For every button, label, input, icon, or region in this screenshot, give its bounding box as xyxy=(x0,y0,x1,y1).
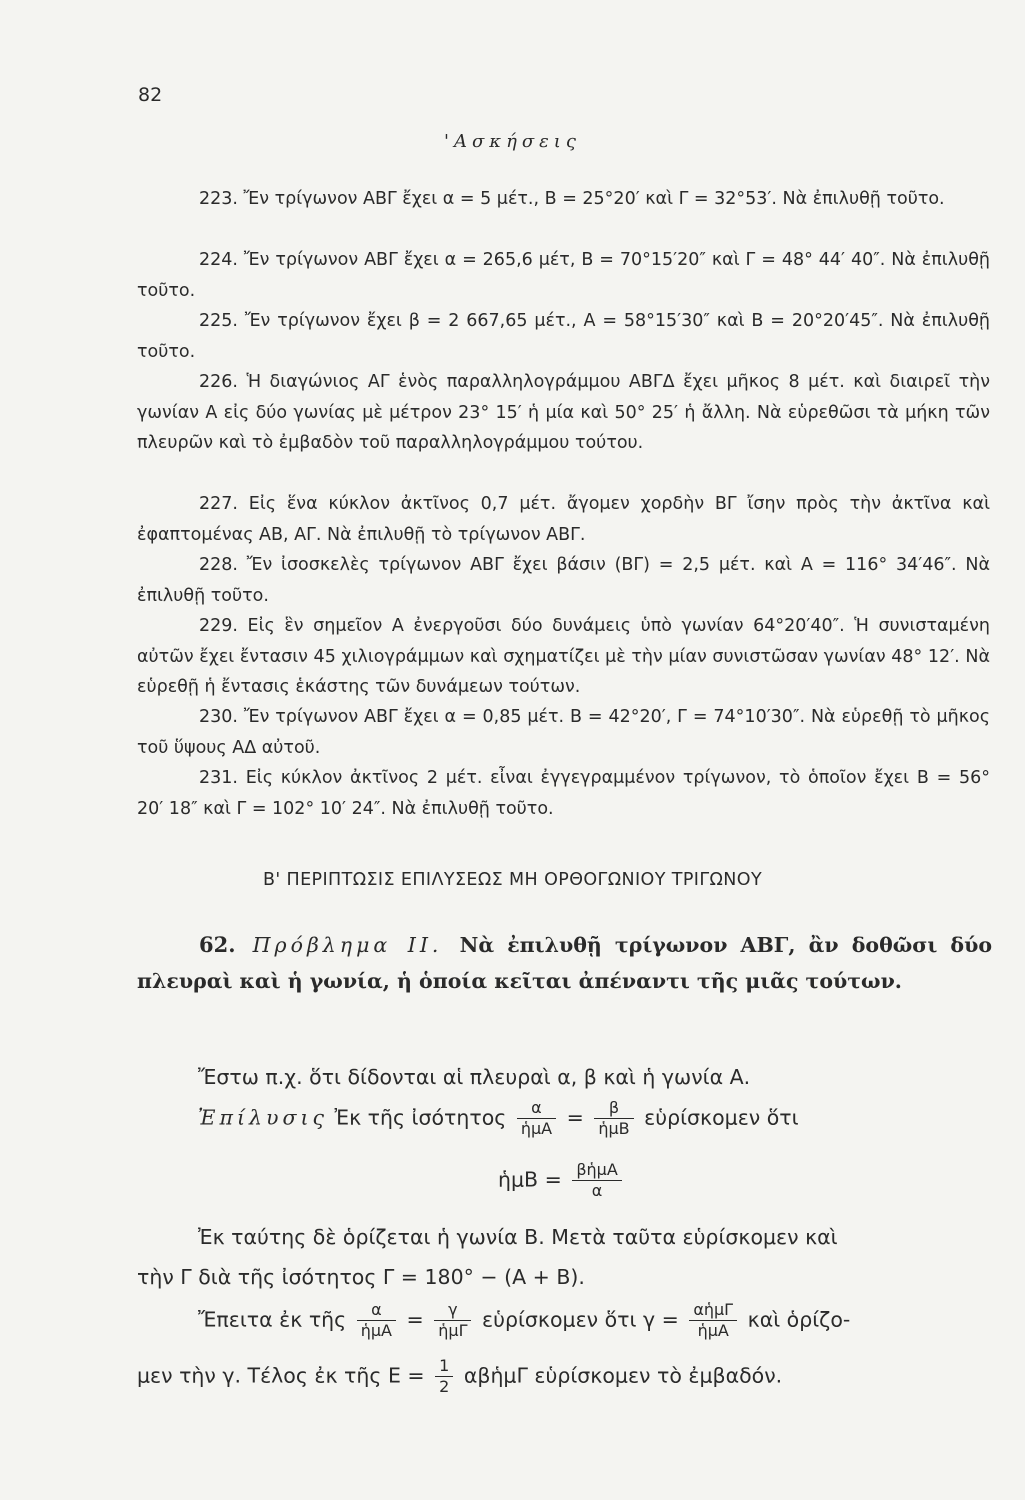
exercise-223: 223. Ἔν τρίγωνον ΑΒΓ ἔχει α = 5 μέτ., Β = 25°20′ καὶ Γ = 32°53′. Νὰ ἐπιλυθῇ τοῦτο. xyxy=(199,189,945,209)
line2-text-before: Ἐκ τῆς ἰσότητος xyxy=(334,1105,507,1130)
frac-num: 1 xyxy=(435,1356,453,1377)
equals-sign: = xyxy=(406,1307,424,1332)
fraction-a-sinA xyxy=(517,1098,556,1139)
line7-text-before: μεν τὴν γ. Τέλος ἐκ τῆς Ε = xyxy=(137,1363,425,1388)
sinB-equals: ἡμΒ = xyxy=(498,1167,562,1192)
problem-statement xyxy=(137,927,992,999)
frac-den: ἡμΑ xyxy=(360,1321,392,1340)
frac-num: γ xyxy=(434,1300,471,1321)
frac-den: 2 xyxy=(439,1377,450,1396)
equals-sign: = xyxy=(566,1105,584,1130)
frac-den: ἡμΒ xyxy=(598,1119,630,1138)
frac-num: β xyxy=(594,1098,633,1119)
fraction-a-sinA-2 xyxy=(357,1300,396,1341)
problem-text: Νὰ ἐπιλυθῇ τρίγωνον ΑΒΓ, ἂν δοθῶσι δύο πλευραὶ καὶ ἡ γωνία, ἡ ὁποία κεῖται ἀπέναντι τῆς μιᾶς τούτων. xyxy=(137,933,992,993)
body-line-4: Ἐκ ταύτης δὲ ὁρίζεται ἡ γωνία Β. Μετὰ ταῦτα εὑρίσκομεν καὶ xyxy=(198,1225,838,1249)
line7-text-after: αβἡμΓ εὑρίσκομεν τὸ ἐμβαδόν. xyxy=(463,1363,783,1388)
fraction-asinC-sinA xyxy=(689,1300,737,1341)
exercise-225: 225. Ἔν τρίγωνον ἔχει β = 2 667,65 μέτ., Α = 58°15′30″ καὶ Β = 20°20′45″. Νὰ ἐπιλυθῇ τοῦτο. xyxy=(137,311,990,362)
line6-text-mid: εὑρίσκομεν ὅτι γ = xyxy=(482,1307,679,1332)
line6-text-before: Ἔπειτα ἐκ τῆς xyxy=(198,1307,347,1332)
body-line-2 xyxy=(198,1098,799,1139)
line6-text-after: καὶ ὁρίζο- xyxy=(747,1307,851,1332)
exercises-heading: 'Ασκήσεις xyxy=(444,131,581,152)
fraction-c-sinC xyxy=(434,1300,471,1341)
page-number: 82 xyxy=(138,84,163,106)
exercise-226: 226. Ἡ διαγώνιος ΑΓ ἑνὸς παραλληλογράμμου ΑΒΓΔ ἔχει μῆκος 8 μέτ. καὶ διαιρεῖ τὴν γωνίαν Α εἰς δύο γωνίας μὲ μέτρον 23° 15′ ἡ μία καὶ 50° 25′ ἡ ἄλλη. Νὰ εὑρεθῶσι τὰ μήκη τῶν πλευρῶν καὶ τὸ ἐμβαδὸν τοῦ παραλληλογράμμου τούτου. xyxy=(137,372,990,454)
exercise-228: 228. Ἔν ἰσοσκελὲς τρίγωνον ΑΒΓ ἔχει βάσιν (ΒΓ) = 2,5 μέτ. καὶ Α = 116° 34′46″. Νὰ ἐπιλυθῇ τοῦτο. xyxy=(137,555,990,606)
fraction-one-half xyxy=(435,1356,453,1397)
frac-num: βἡμΑ xyxy=(572,1160,621,1181)
fraction-b-sinB xyxy=(594,1098,633,1139)
frac-num: α xyxy=(357,1300,396,1321)
line2-text-after: εὑρίσκομεν ὅτι xyxy=(644,1105,799,1130)
body-line-3 xyxy=(498,1160,626,1201)
body-line-5: τὴν Γ διὰ τῆς ἰσότητος Γ = 180° − (Α + Β). xyxy=(137,1265,585,1289)
solution-word: Ἐπίλυσις xyxy=(198,1105,328,1130)
section-title: Β' ΠΕΡΙΠΤΩΣΙΣ ΕΠΙΛΥΣΕΩΣ ΜΗ ΟΡΘΟΓΩΝΙΟΥ ΤΡΙΓΩΝΟΥ xyxy=(262,870,763,890)
frac-num: αἡμΓ xyxy=(689,1300,737,1321)
body-line-7 xyxy=(137,1356,782,1397)
exercise-224: 224. Ἔν τρίγωνον ΑΒΓ ἔχει α = 265,6 μέτ, Β = 70°15′20″ καὶ Γ = 48° 44′ 40″. Νὰ ἐπιλυθῇ τοῦτο. xyxy=(137,250,990,301)
exercise-227: 227. Εἰς ἕνα κύκλον ἀκτῖνος 0,7 μέτ. ἄγομεν χορδὴν ΒΓ ἴσην πρὸς τὴν ἀκτῖνα καὶ ἐφαπτομένας ΑΒ, ΑΓ. Νὰ ἐπιλυθῇ τὸ τρίγωνον ΑΒΓ. xyxy=(137,494,990,545)
frac-den: ἡμΑ xyxy=(697,1321,729,1340)
frac-num: α xyxy=(517,1098,556,1119)
exercise-231: 231. Εἰς κύκλον ἀκτῖνος 2 μέτ. εἶναι ἐγγεγραμμένον τρίγωνον, τὸ ὁποῖον ἔχει Β = 56° 20′ 18″ καὶ Γ = 102° 10′ 24″. Νὰ ἐπιλυθῇ τοῦτο. xyxy=(137,768,990,819)
body-line-6 xyxy=(198,1300,850,1341)
problem-number: 62. xyxy=(199,932,236,957)
fraction-bsinA-a xyxy=(572,1160,621,1201)
body-line-1: Ἔστω π.χ. ὅτι δίδονται αἱ πλευραὶ α, β καὶ ἡ γωνία Α. xyxy=(198,1065,751,1089)
frac-den: α xyxy=(591,1181,603,1200)
exercise-229: 229. Εἰς ἓν σημεῖον Α ἐνεργοῦσι δύο δυνάμεις ὑπὸ γωνίαν 64°20′40″. Ἡ συνισταμένη αὐτῶν ἔχει ἔντασιν 45 χιλιογράμμων καὶ σχηματίζει μὲ τὴν μίαν συνιστῶσαν γωνίαν 48° 12′. Νὰ εὑρεθῇ ἡ ἔντασις ἑκάστης τῶν δυνάμεων τούτων. xyxy=(137,616,990,698)
frac-den: ἡμΓ xyxy=(438,1321,468,1340)
exercise-230: 230. Ἔν τρίγωνον ΑΒΓ ἔχει α = 0,85 μέτ. Β = 42°20′, Γ = 74°10′30″. Νὰ εὑρεθῇ τὸ μῆκος τοῦ ὕψους ΑΔ αὐτοῦ. xyxy=(137,707,990,758)
problem-word: Πρόβλημα ΙΙ. xyxy=(252,933,443,957)
frac-den: ἡμΑ xyxy=(520,1119,553,1138)
